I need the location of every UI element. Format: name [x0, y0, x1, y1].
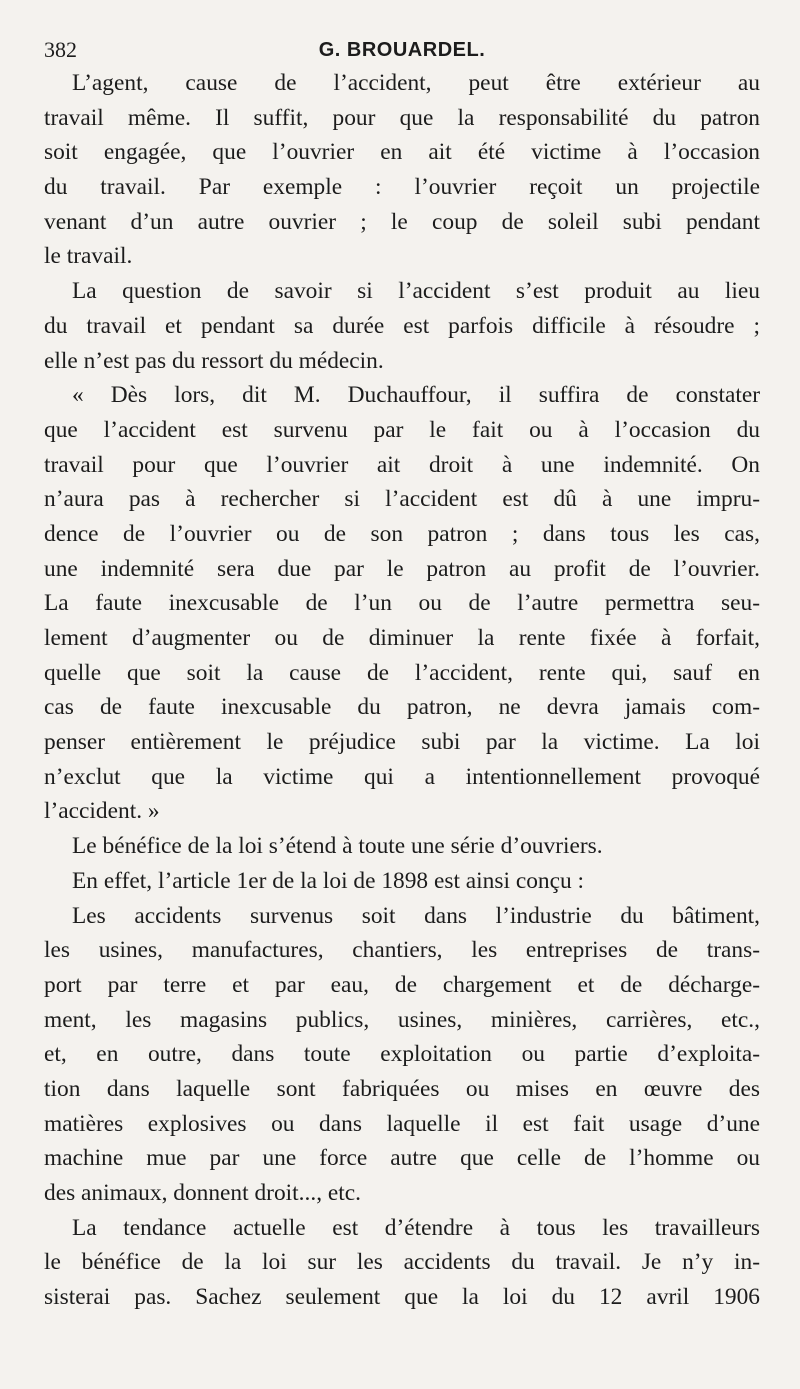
text-line: le travail.	[44, 243, 133, 270]
text-line: le bénéfice de la loi sur les accidents du travail. Je n’y in-	[44, 1249, 760, 1276]
text-line: L’agent, cause de l’accident, peut être extérieur au	[72, 70, 760, 96]
text-line: n’exclut que la victime qui a intentionnellement provoqué	[44, 763, 760, 790]
text-line: soit engagée, que l’ouvrier en ait été victime à l’occasion	[44, 139, 760, 166]
text-line: venant d’un autre ouvrier ; le coup de soleil subi pendant	[44, 208, 760, 235]
text-line: cas de faute inexcusable du patron, ne devra jamais com-	[44, 694, 760, 721]
text-line: La question de savoir si l’accident s’est produit au lieu	[72, 278, 760, 305]
text-line: du travail. Par exemple : l’ouvrier reçoit un projectile	[44, 174, 760, 201]
paragraph	[44, 66, 760, 274]
body-text	[44, 66, 760, 1315]
running-head-author: G. BROUARDEL.	[318, 39, 486, 61]
text-line: et, en outre, dans toute exploitation ou partie d’exploita-	[44, 1041, 760, 1068]
text-line: tion dans laquelle sont fabriquées ou mises en œuvre des	[44, 1075, 760, 1102]
text-line: « Dès lors, dit M. Duchauffour, il suffira de constater	[72, 382, 760, 409]
text-line: Les accidents survenus soit dans l’industrie du bâtiment,	[72, 902, 760, 929]
text-line: ment, les magasins publics, usines, minières, carrières, etc.,	[44, 1006, 760, 1033]
paragraph	[44, 274, 760, 378]
running-head	[44, 34, 760, 66]
text-line: penser entièrement le préjudice subi par la victime. La loi	[44, 729, 760, 756]
text-line: La tendance actuelle est d’étendre à tous les travailleurs	[72, 1214, 760, 1241]
page-number: 382	[44, 37, 77, 62]
text-line: du travail et pendant sa durée est parfois difficile à résoudre ;	[44, 312, 760, 339]
paragraph	[44, 829, 760, 864]
text-line: les usines, manufactures, chantiers, les entreprises de trans-	[44, 937, 760, 964]
text-line: elle n’est pas du ressort du médecin.	[44, 347, 384, 374]
text-line: une indemnité sera due par le patron au profit de l’ouvrier.	[44, 555, 760, 582]
paragraph	[44, 378, 760, 829]
text-line: n’aura pas à rechercher si l’accident est dû à une impru-	[44, 486, 760, 513]
text-line: l’accident. »	[44, 798, 160, 825]
text-line: que l’accident est survenu par le fait ou à l’occasion du	[44, 416, 760, 443]
text-line: La faute inexcusable de l’un ou de l’autre permettra seu-	[44, 590, 760, 617]
paragraph	[44, 899, 760, 1211]
text-line: En effet, l’article 1er de la loi de 1898 est ainsi conçu :	[72, 867, 585, 894]
text-line: travail pour que l’ouvrier ait droit à une indemnité. On	[44, 451, 760, 478]
text-line: quelle que soit la cause de l’accident, rente qui, sauf en	[44, 659, 760, 686]
text-line: Le bénéfice de la loi s’étend à toute une série d’ouvriers.	[72, 833, 603, 860]
text-line: des animaux, donnent droit..., etc.	[44, 1180, 361, 1206]
text-line: dence de l’ouvrier ou de son patron ; dans tous les cas,	[44, 520, 760, 547]
text-line: travail même. Il suffit, pour que la responsabilité du patron	[44, 104, 760, 131]
text-line: matières explosives ou dans laquelle il est fait usage d’une	[44, 1110, 760, 1137]
text-line: sisterai pas. Sachez seulement que la loi du 12 avril 1906	[44, 1284, 760, 1311]
text-line: port par terre et par eau, de chargement et de décharge-	[44, 971, 760, 998]
paragraph	[44, 1211, 760, 1315]
paragraph	[44, 864, 760, 899]
text-line: lement d’augmenter ou de diminuer la rente fixée à forfait,	[44, 625, 760, 651]
text-line: machine mue par une force autre que celle de l’homme ou	[44, 1145, 760, 1172]
